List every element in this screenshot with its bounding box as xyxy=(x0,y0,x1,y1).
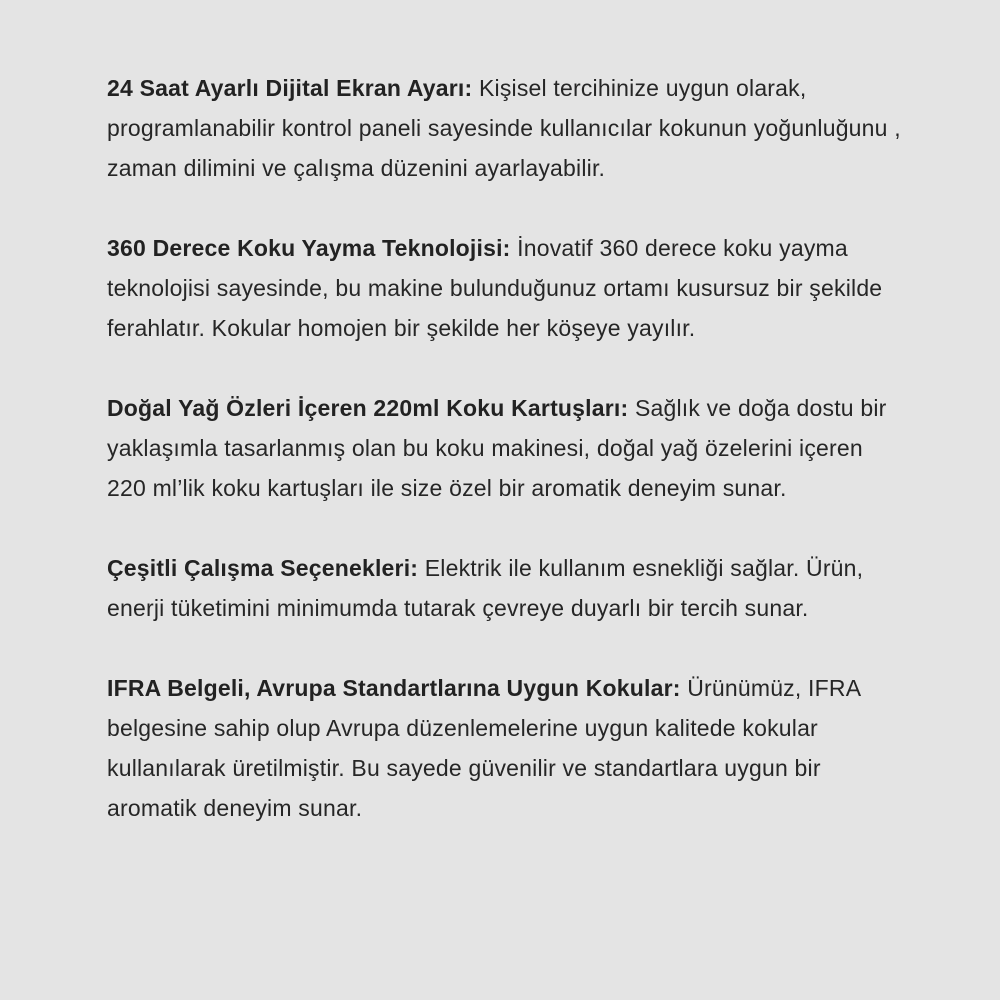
feature-body: Ürünümüz, IFRA belgesine sahip olup Avrupa düzenlemelerine uygun kalitede kokular kullanılarak üretilmiştir. Bu sayede güvenilir ve standartlara uygun bir aromatik deneyim sunar. xyxy=(107,675,860,821)
feature-title: 24 Saat Ayarlı Dijital Ekran Ayarı: xyxy=(107,75,473,101)
feature-body: Sağlık ve doğa dostu bir yaklaşımla tasarlanmış olan bu koku makinesi, doğal yağ özelerini içeren 220 ml’lik koku kartuşları ile size özel bir aromatik deneyim sunar. xyxy=(107,395,887,501)
feature-body: Kişisel tercihinize uygun olarak, programlanabilir kontrol paneli sayesinde kullanıcılar kokunun yoğunluğunu , zaman dilimini ve çalışma düzenini ayarlayabilir. xyxy=(107,75,901,181)
feature-title: 360 Derece Koku Yayma Teknolojisi: xyxy=(107,235,511,261)
feature-360-diffusion xyxy=(107,228,907,348)
feature-operation-options xyxy=(107,548,907,628)
feature-body: Elektrik ile kullanım esnekliği sağlar. Ürün, enerji tüketimini minimumda tutarak çevreye duyarlı bir tercih sunar. xyxy=(107,555,864,621)
feature-title: Doğal Yağ Özleri İçeren 220ml Koku Kartuşları: xyxy=(107,395,629,421)
feature-natural-oil-cartridges xyxy=(107,388,907,508)
feature-ifra-certified xyxy=(107,668,907,828)
feature-body: İnovatif 360 derece koku yayma teknolojisi sayesinde, bu makine bulunduğunuz ortamı kusursuz bir şekilde ferahlatır. Kokular homojen bir şekilde her köşeye yayılır. xyxy=(107,235,883,341)
feature-title: Çeşitli Çalışma Seçenekleri: xyxy=(107,555,419,581)
feature-title: IFRA Belgeli, Avrupa Standartlarına Uygun Kokular: xyxy=(107,675,681,701)
feature-digital-display xyxy=(107,68,907,188)
feature-list xyxy=(107,68,907,868)
